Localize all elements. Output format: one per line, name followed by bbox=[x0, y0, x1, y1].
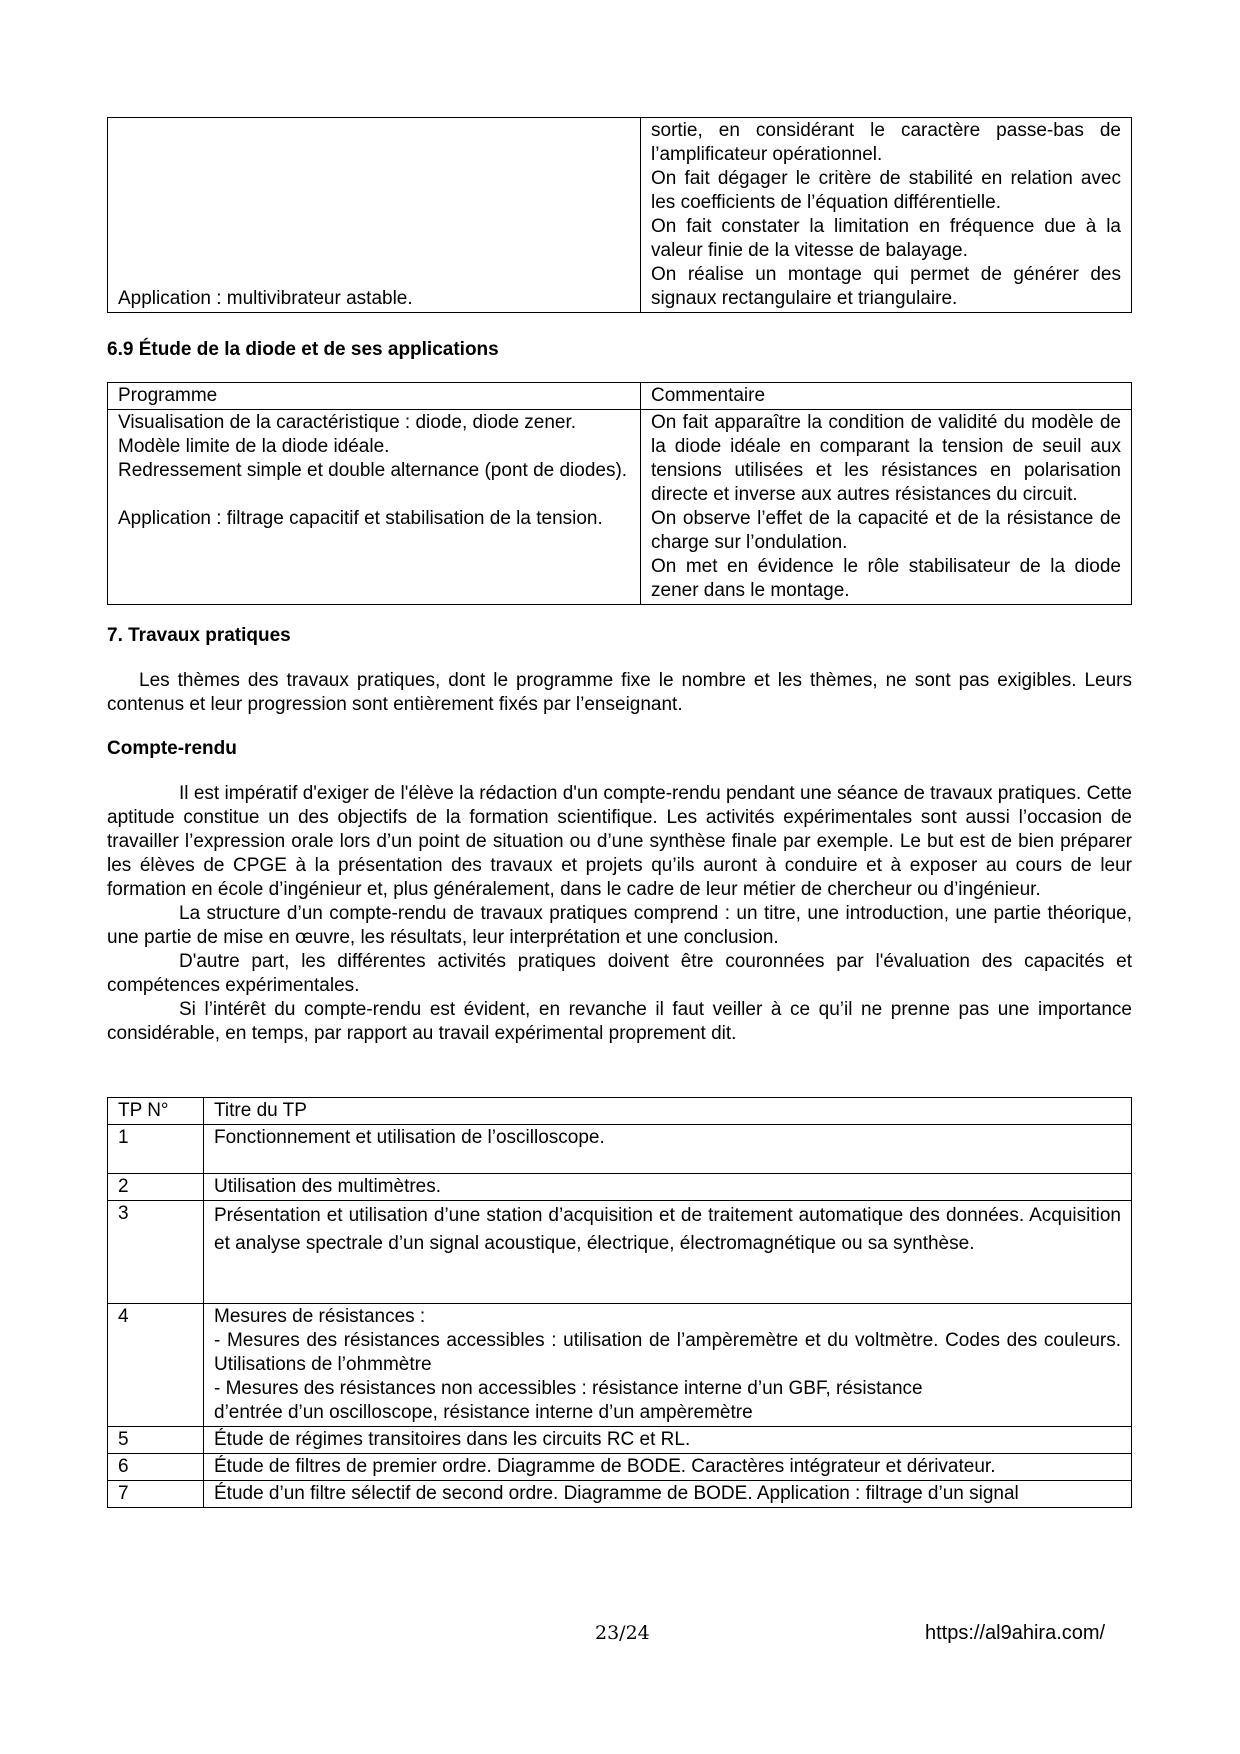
commentaire-header: Commentaire bbox=[641, 383, 1132, 410]
tp-num: 4 bbox=[108, 1304, 204, 1427]
compte-rendu-title: Compte-rendu bbox=[107, 738, 237, 759]
table-row bbox=[108, 1304, 1132, 1427]
section-title-6-9: 6.9 Étude de la diode et de ses applications bbox=[107, 339, 499, 360]
tp-title bbox=[204, 1304, 1132, 1427]
tp-title-line: Étude de filtres de premier ordre. Diagramme de BODE. Caractères intégrateur et dérivateur. bbox=[214, 1456, 996, 1477]
tp-title-line: Étude de régimes transitoires dans les circuits RC et RL. bbox=[214, 1429, 691, 1450]
commentaire-cell bbox=[641, 410, 1132, 605]
tp-title bbox=[204, 1125, 1132, 1174]
continued-left-cell: Application : multivibrateur astable. bbox=[108, 118, 641, 313]
tp-num-header: TP N° bbox=[108, 1098, 204, 1125]
programme-line: Visualisation de la caractéristique : diode, diode zener. bbox=[118, 412, 577, 433]
diode-table bbox=[107, 382, 1132, 605]
tp-num: 3 bbox=[108, 1201, 204, 1304]
programme-line: Modèle limite de la diode idéale. bbox=[118, 436, 390, 457]
tp-title-line: - Mesures des résistances non accessibles : résistance interne d’un GBF, résistance bbox=[214, 1378, 923, 1399]
compte-rendu-paragraph: Il est impératif d'exiger de l'élève la rédaction d'un compte-rendu pendant une séance de travaux pratiques. Cette aptitude constitue un des objectifs de la formation scientifique. Les activités expérimentales sont aussi l’occasion de travailler l’expression orale lors d’un point de situation ou d’une synthèse finale par exemple. Le but est de bien préparer les élèves de CPGE à la présentation des travaux et projets qu’ils auront à conduire et à exposer au cours de leur formation en école d’ingénieur et, plus généralement, dans le cadre de leur métier de chercheur ou d’ingénieur. bbox=[107, 783, 1132, 900]
tp-num: 2 bbox=[108, 1174, 204, 1201]
footer-url[interactable]: https://al9ahira.com/ bbox=[925, 1622, 1106, 1644]
tp-title bbox=[204, 1174, 1132, 1201]
page-number: 23/24 bbox=[595, 1622, 650, 1644]
table-row bbox=[108, 1427, 1132, 1454]
continued-right-cell bbox=[641, 118, 1132, 313]
programme-line: Redressement simple et double alternance (pont de diodes). bbox=[118, 460, 628, 481]
comment-line: On met en évidence le rôle stabilisateur de la diode zener dans le montage. bbox=[651, 556, 1121, 601]
table-row bbox=[108, 1201, 1132, 1304]
tp-num: 1 bbox=[108, 1125, 204, 1174]
table-row bbox=[108, 1481, 1132, 1508]
tp-title-line: Présentation et utilisation d’une station d’acquisition et de traitement automatique des données. Acquisition et analyse spectrale d’un signal acoustique, électrique, électromagnétique ou sa synthèse. bbox=[214, 1205, 1121, 1254]
continued-table bbox=[107, 117, 1132, 313]
comment-line: On fait constater la limitation en fréquence due à la valeur finie de la vitesse de balayage. bbox=[651, 216, 1121, 261]
comment-line: On réalise un montage qui permet de générer des signaux rectangulaire et triangulaire. bbox=[651, 264, 1121, 309]
comment-line: sortie, en considérant le caractère passe-bas de l’amplificateur opérationnel. bbox=[651, 120, 1121, 165]
tp-title-line: Fonctionnement et utilisation de l’oscilloscope. bbox=[214, 1127, 605, 1148]
tp-num: 7 bbox=[108, 1481, 204, 1508]
tp-title-line: Étude d’un filtre sélectif de second ordre. Diagramme de BODE. Application : filtrage d’un signal bbox=[214, 1483, 1019, 1504]
table-row bbox=[108, 1174, 1132, 1201]
tp-num: 6 bbox=[108, 1454, 204, 1481]
comment-line: On fait apparaître la condition de validité du modèle de la diode idéale en comparant la tension de seuil aux tensions utilisées et les résistances en polarisation directe et inverse aux autres résistances du circuit. bbox=[651, 412, 1121, 505]
programme-line: Application : filtrage capacitif et stabilisation de la tension. bbox=[118, 508, 603, 529]
tp-table bbox=[107, 1097, 1132, 1508]
comment-line: On observe l’effet de la capacité et de la résistance de charge sur l’ondulation. bbox=[651, 508, 1121, 553]
tp-intro: Les thèmes des travaux pratiques, dont le programme fixe le nombre et les thèmes, ne sont pas exigibles. Leurs contenus et leur progression sont entièrement fixés par l’enseignant. bbox=[107, 670, 1132, 715]
tp-title-line: Utilisation des multimètres. bbox=[214, 1176, 442, 1197]
comment-line: On fait dégager le critère de stabilité en relation avec les coefficients de l’équation différentielle. bbox=[651, 168, 1121, 213]
programme-header: Programme bbox=[108, 383, 641, 410]
programme-cell bbox=[108, 410, 641, 605]
tp-title bbox=[204, 1201, 1132, 1304]
tp-title-line: Mesures de résistances : bbox=[214, 1306, 426, 1327]
tp-title bbox=[204, 1454, 1132, 1481]
compte-rendu-paragraph: Si l’intérêt du compte-rendu est évident, en revanche il faut veiller à ce qu’il ne prenne pas une importance considérable, en temps, par rapport au travail expérimental proprement dit. bbox=[107, 999, 1132, 1044]
tp-title-line: - Mesures des résistances accessibles : utilisation de l’ampèremètre et du voltmètre. Codes des couleurs. Utilisations de l’ohmmètre bbox=[214, 1330, 1121, 1375]
compte-rendu-paragraph: D'autre part, les différentes activités pratiques doivent être couronnées par l'évaluation des capacités et compétences expérimentales. bbox=[107, 951, 1132, 996]
section-title-7: 7. Travaux pratiques bbox=[107, 625, 291, 646]
table-row bbox=[108, 1454, 1132, 1481]
tp-num: 5 bbox=[108, 1427, 204, 1454]
tp-title-header: Titre du TP bbox=[204, 1098, 1132, 1125]
tp-title bbox=[204, 1481, 1132, 1508]
table-row bbox=[108, 1125, 1132, 1174]
document-page bbox=[107, 117, 1132, 1508]
table-header-row bbox=[108, 1098, 1132, 1125]
compte-rendu-paragraph: La structure d’un compte-rendu de travaux pratiques comprend : un titre, une introduction, une partie théorique, une partie de mise en œuvre, les résultats, leur interprétation et une conclusion. bbox=[107, 903, 1132, 948]
tp-title-line: d’entrée d’un oscilloscope, résistance interne d’un ampèremètre bbox=[214, 1402, 753, 1423]
tp-title bbox=[204, 1427, 1132, 1454]
